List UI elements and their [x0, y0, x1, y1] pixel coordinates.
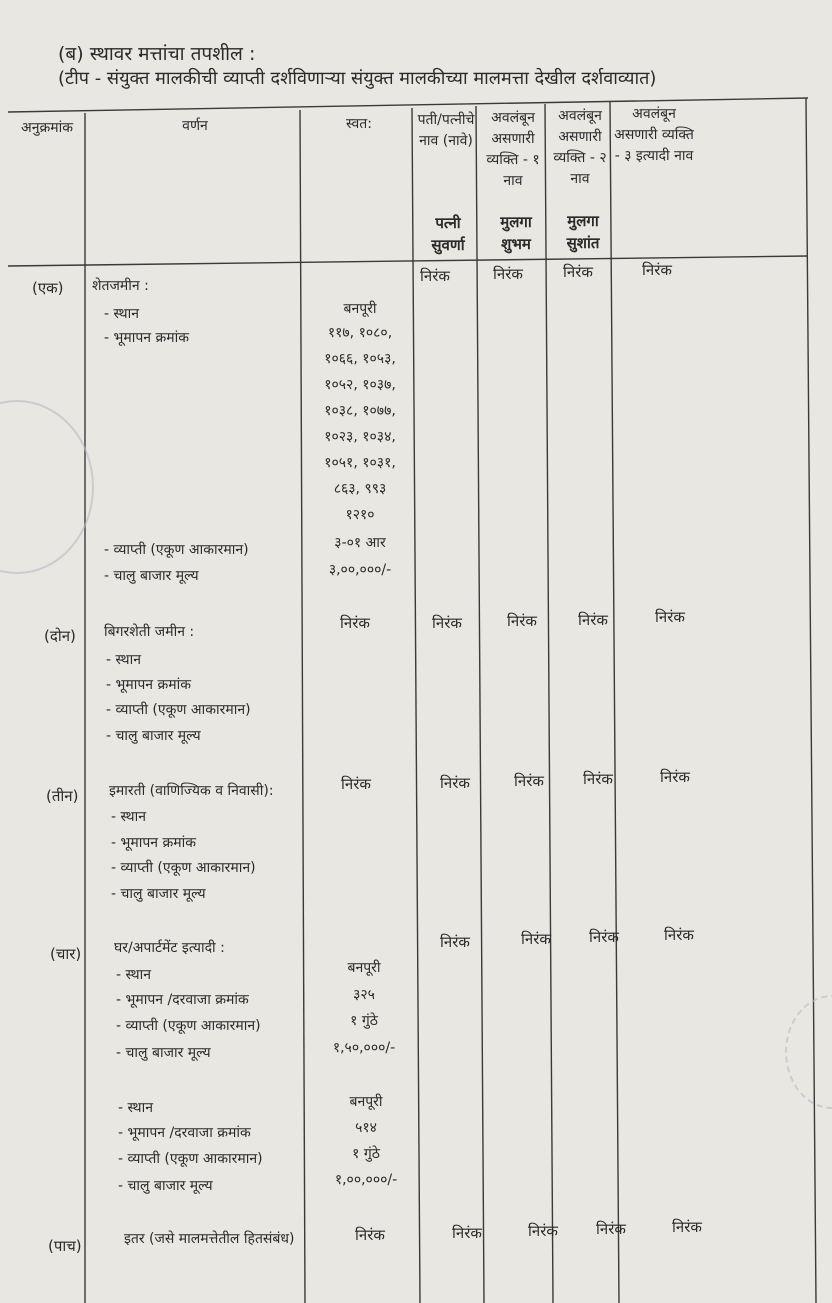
row-1-self-survey-6: ८६३, ९९३ — [333, 481, 387, 497]
row-4a-self-location: बनपूरी — [347, 960, 381, 976]
row-1-spouse-nil: निरंक — [420, 267, 450, 285]
row-1-self-survey-2: १०५२, १०३७, — [324, 377, 396, 393]
row-3-dep1-nil: निरंक — [514, 772, 544, 790]
row-2-spouse-nil: निरंक — [432, 614, 462, 632]
col-header-self: स्वत: — [346, 116, 372, 132]
row-4-serial: (चार) — [50, 945, 82, 963]
row-2-dep1-nil: निरंक — [507, 612, 537, 630]
row-1-self-value: ३,००,०००/- — [328, 562, 392, 578]
row-2-label-value: - चालु बाजार मूल्य — [106, 728, 201, 744]
row-1-label-area: - व्याप्ती (एकूण आकारमान) — [104, 542, 249, 558]
row-2-label-location: - स्थान — [106, 652, 142, 668]
row-4b-self-location: बनपूरी — [349, 1094, 383, 1110]
spouse-name: पत्नी सुवर्णा — [431, 214, 465, 254]
row-4a-self-value: १,५०,०००/- — [332, 1040, 396, 1056]
row-1-dep1-nil: निरंक — [493, 265, 523, 283]
row-1-label-value: - चालु बाजार मूल्य — [104, 568, 199, 584]
col-header-spouse: पती/पत्नीचे नाव (नावे) — [417, 112, 475, 149]
row-4b-label-value: - चालु बाजार मूल्य — [118, 1178, 213, 1194]
row-3-label-area: - व्याप्ती (एकूण आकारमान) — [111, 860, 256, 876]
row-1-label-survey: - भूमापन क्रमांक — [104, 330, 190, 346]
row-4a-label-location: - स्थान — [116, 967, 152, 983]
row-4a-label-number: - भूमापन /दरवाजा क्रमांक — [116, 992, 249, 1008]
row-5-serial: (पाच) — [48, 1237, 82, 1255]
row-5-title: इतर (जसे मालमत्तेतील हितसंबंध) — [124, 1231, 295, 1247]
row-2-label-survey: - भूमापन क्रमांक — [106, 677, 192, 693]
row-1-self-survey-3: १०३८, १०७७, — [324, 403, 396, 419]
row-3-serial: (तीन) — [46, 787, 79, 805]
row-5-dep1-nil: निरंक — [528, 1222, 558, 1240]
row-4b-label-location: - स्थान — [118, 1100, 154, 1116]
row-2-label-area: - व्याप्ती (एकूण आकारमान) — [106, 702, 251, 718]
row-3-label-location: - स्थान — [111, 809, 147, 825]
row-2-title: बिगरशेती जमीन : — [104, 624, 195, 640]
row-4-title: घर/अपार्टमेंट इत्यादी : — [114, 940, 225, 956]
row-4-spouse-nil: निरंक — [440, 933, 470, 951]
row-5-dep2-nil: निरंक — [596, 1220, 626, 1238]
row-1-self-survey-0: ११७, १०८०, — [327, 325, 393, 341]
row-1-self-location: बनपूरी — [343, 301, 377, 317]
row-1-self-survey-5: १०५१, १०३१, — [324, 455, 396, 471]
row-4-dep1-nil: निरंक — [521, 930, 551, 948]
row-3-title: इमारती (वाणिज्यिक व निवासी): — [109, 783, 274, 799]
row-2-serial: (दोन) — [44, 627, 76, 645]
col-header-dependent-2: अवलंबून असणारी व्यक्ति - २ नाव — [553, 108, 607, 187]
row-1-title: शेतजमीन : — [92, 278, 149, 294]
col-header-dependent-1: अवलंबून असणारी व्यक्ति - १ नाव — [486, 110, 540, 189]
row-4b-self-value: १,००,०००/- — [334, 1172, 398, 1188]
col-header-description: वर्णन — [182, 118, 208, 134]
row-1-self-survey-7: १२१० — [345, 507, 375, 523]
row-3-spouse-nil: निरंक — [440, 774, 470, 792]
row-4a-self-number: ३२५ — [353, 987, 375, 1003]
row-4-dep2-nil: निरंक — [589, 928, 619, 946]
row-2-dep3-nil: निरंक — [655, 608, 685, 626]
col-header-dependent-3: अवलंबून असणारी व्यक्ति - ३ इत्यादी नाव — [614, 106, 694, 164]
row-3-label-value: - चालु बाजार मूल्य — [111, 886, 206, 902]
row-2-self-nil: निरंक — [340, 614, 370, 632]
row-4b-label-number: - भूमापन /दरवाजा क्रमांक — [118, 1125, 251, 1141]
row-5-spouse-nil: निरंक — [452, 1224, 482, 1242]
row-4a-self-area: १ गुंठे — [350, 1013, 378, 1029]
row-3-dep3-nil: निरंक — [660, 768, 690, 786]
row-4a-label-value: - चालु बाजार मूल्य — [116, 1045, 211, 1061]
dependent-2-name: मुलगा सुशांत — [566, 212, 600, 252]
col-header-serial: अनुक्रमांक — [21, 120, 73, 136]
row-5-dep3-nil: निरंक — [672, 1218, 702, 1236]
row-1-dep2-nil: निरंक — [563, 263, 593, 281]
row-4a-label-area: - व्याप्ती (एकूण आकारमान) — [116, 1018, 261, 1034]
row-4b-self-area: १ गुंठे — [352, 1146, 380, 1162]
row-5-self-nil: निरंक — [355, 1226, 385, 1244]
dependent-1-name: मुलगा शुभम — [500, 213, 532, 253]
section-note: (टीप - संयुक्त मालकीची व्याप्ती दर्शविणाऱ्या संयुक्त मालकीच्या मालमत्ता देखील दर्शवाव्यात) — [58, 68, 657, 89]
row-4b-self-number: ५१४ — [355, 1120, 377, 1136]
row-2-dep2-nil: निरंक — [578, 611, 608, 629]
row-1-self-area: ३-०१ आर — [334, 535, 386, 551]
row-1-label-location: - स्थान — [104, 306, 140, 322]
row-3-label-survey: - भूमापन क्रमांक — [111, 835, 197, 851]
row-1-serial: (एक) — [32, 279, 64, 297]
row-1-dep3-nil: निरंक — [642, 261, 672, 279]
row-3-self-nil: निरंक — [341, 775, 371, 793]
row-4b-label-area: - व्याप्ती (एकूण आकारमान) — [118, 1151, 263, 1167]
row-4-dep3-nil: निरंक — [664, 926, 694, 944]
section-title: (ब) स्थावर मत्तांचा तपशील : — [58, 43, 256, 65]
row-1-self-survey-1: १०६६, १०५३, — [324, 351, 396, 367]
row-1-self-survey-4: १०२३, १०३४, — [324, 429, 396, 445]
row-3-dep2-nil: निरंक — [583, 770, 613, 788]
